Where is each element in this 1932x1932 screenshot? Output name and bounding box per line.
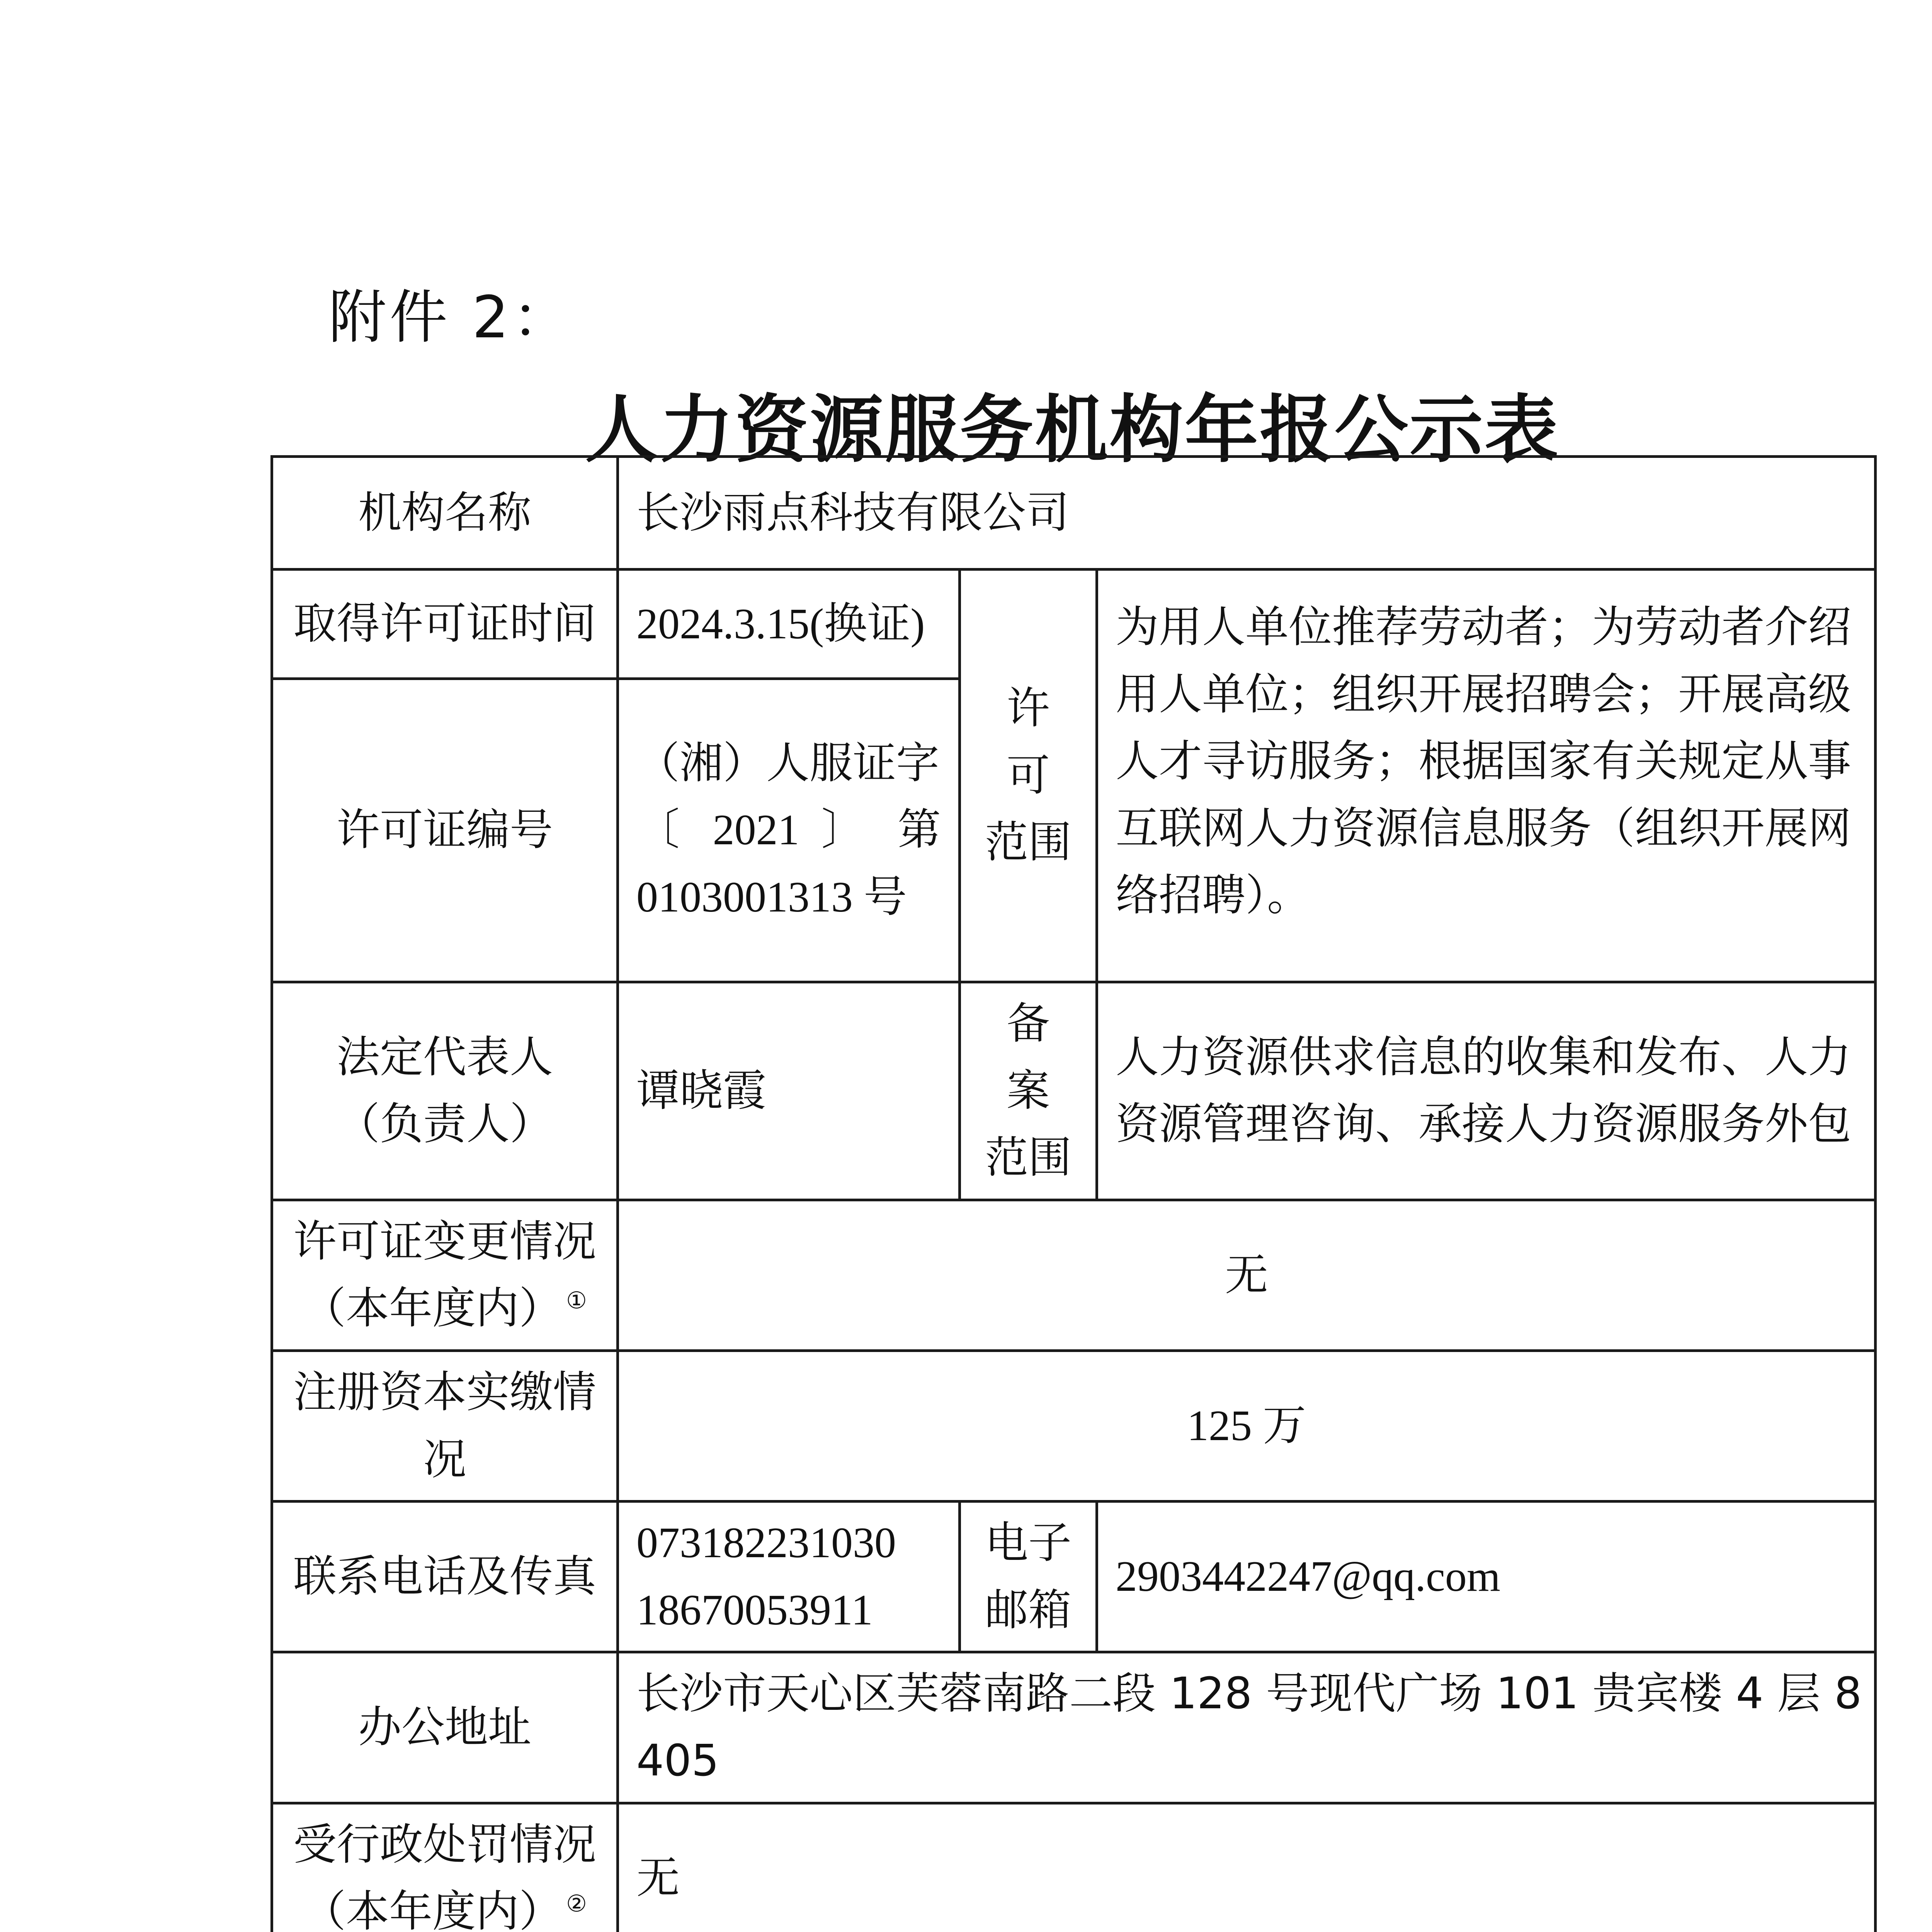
license-time-label: 取得许可证时间: [272, 570, 618, 679]
contact-label: 联系电话及传真: [272, 1502, 618, 1652]
row-capital: [272, 1350, 1876, 1501]
contact-phones: [618, 1502, 960, 1652]
report-table: [270, 455, 1877, 1932]
capital-label: 注册资本实缴情况: [272, 1350, 618, 1501]
license-scope-label-text: 许 可 范围: [985, 683, 1071, 868]
license-scope-label: [960, 570, 1097, 982]
license-change-label-line2-wrap: [281, 1275, 609, 1342]
address-value: 长沙市天心区芙蓉南路二段 128 号现代广场 101 贵宾楼 4 层 8405: [618, 1652, 1876, 1803]
license-time-value: [618, 570, 960, 679]
org-name-value: 长沙雨点科技有限公司: [618, 457, 1876, 570]
license-change-value: 无: [618, 1200, 1876, 1350]
row-legal-rep: [272, 982, 1876, 1200]
phone-1: 073182231030: [636, 1519, 896, 1567]
license-scope-value: 为用人单位推荐劳动者；为劳动者介绍用人单位；组织开展招聘会；开展高级人才寻访服务；根据国家有关规定从事互联网人力资源信息服务（组织开展网络招聘）。: [1097, 570, 1876, 982]
legal-rep-label-line1: 法定代表人: [337, 1032, 553, 1082]
penalty-label-line1: 受行政处罚情况: [293, 1819, 596, 1870]
penalty-label-line2: （本年度内）: [303, 1886, 563, 1932]
legal-rep-label-line2: （负责人）: [337, 1099, 553, 1150]
legal-rep-label: [272, 982, 618, 1200]
license-change-label-line2: （本年度内）: [303, 1283, 563, 1334]
penalty-value: 无: [618, 1803, 1876, 1932]
email-label: 电子 邮箱: [960, 1502, 1097, 1652]
org-name-label: 机构名称: [272, 457, 618, 570]
email-value: 2903442247@qq.com: [1097, 1502, 1876, 1652]
filing-scope-label: 备 案 范围: [960, 982, 1097, 1200]
address-label: 办公地址: [272, 1652, 618, 1803]
penalty-note-mark: ②: [566, 1890, 587, 1917]
license-no-line3: 0103001313 号: [636, 873, 907, 921]
row-contact: [272, 1502, 1876, 1652]
penalty-label-line2-wrap: [281, 1878, 609, 1932]
license-no-value: [618, 679, 960, 982]
row-org-name: [272, 457, 1876, 570]
row-license-change: [272, 1200, 1876, 1350]
license-change-label-line1: 许可证变更情况: [293, 1216, 596, 1267]
attachment-label: 附件 2：: [328, 284, 573, 351]
license-no-line1: （湘）人服证字: [636, 738, 939, 788]
row-license-time: [272, 570, 1876, 679]
penalty-label: [272, 1803, 618, 1932]
license-no-line2: 〔 2021 〕 第: [636, 806, 941, 854]
row-penalty: [272, 1803, 1876, 1932]
license-time-text: 2024.3.15(换证): [636, 600, 925, 648]
license-change-label: [272, 1200, 618, 1350]
legal-rep-value: 谭晓霞: [618, 982, 960, 1200]
row-address: [272, 1652, 1876, 1803]
license-change-note-mark: ①: [566, 1287, 587, 1315]
filing-scope-value: 人力资源供求信息的收集和发布、人力资源管理咨询、承接人力资源服务外包: [1097, 982, 1876, 1200]
phone-2: 18670053911: [636, 1586, 873, 1634]
license-no-label: 许可证编号: [272, 679, 618, 982]
page-title: 人力资源服务机构年报公示表: [585, 386, 1560, 473]
capital-value: 125 万: [618, 1350, 1876, 1501]
